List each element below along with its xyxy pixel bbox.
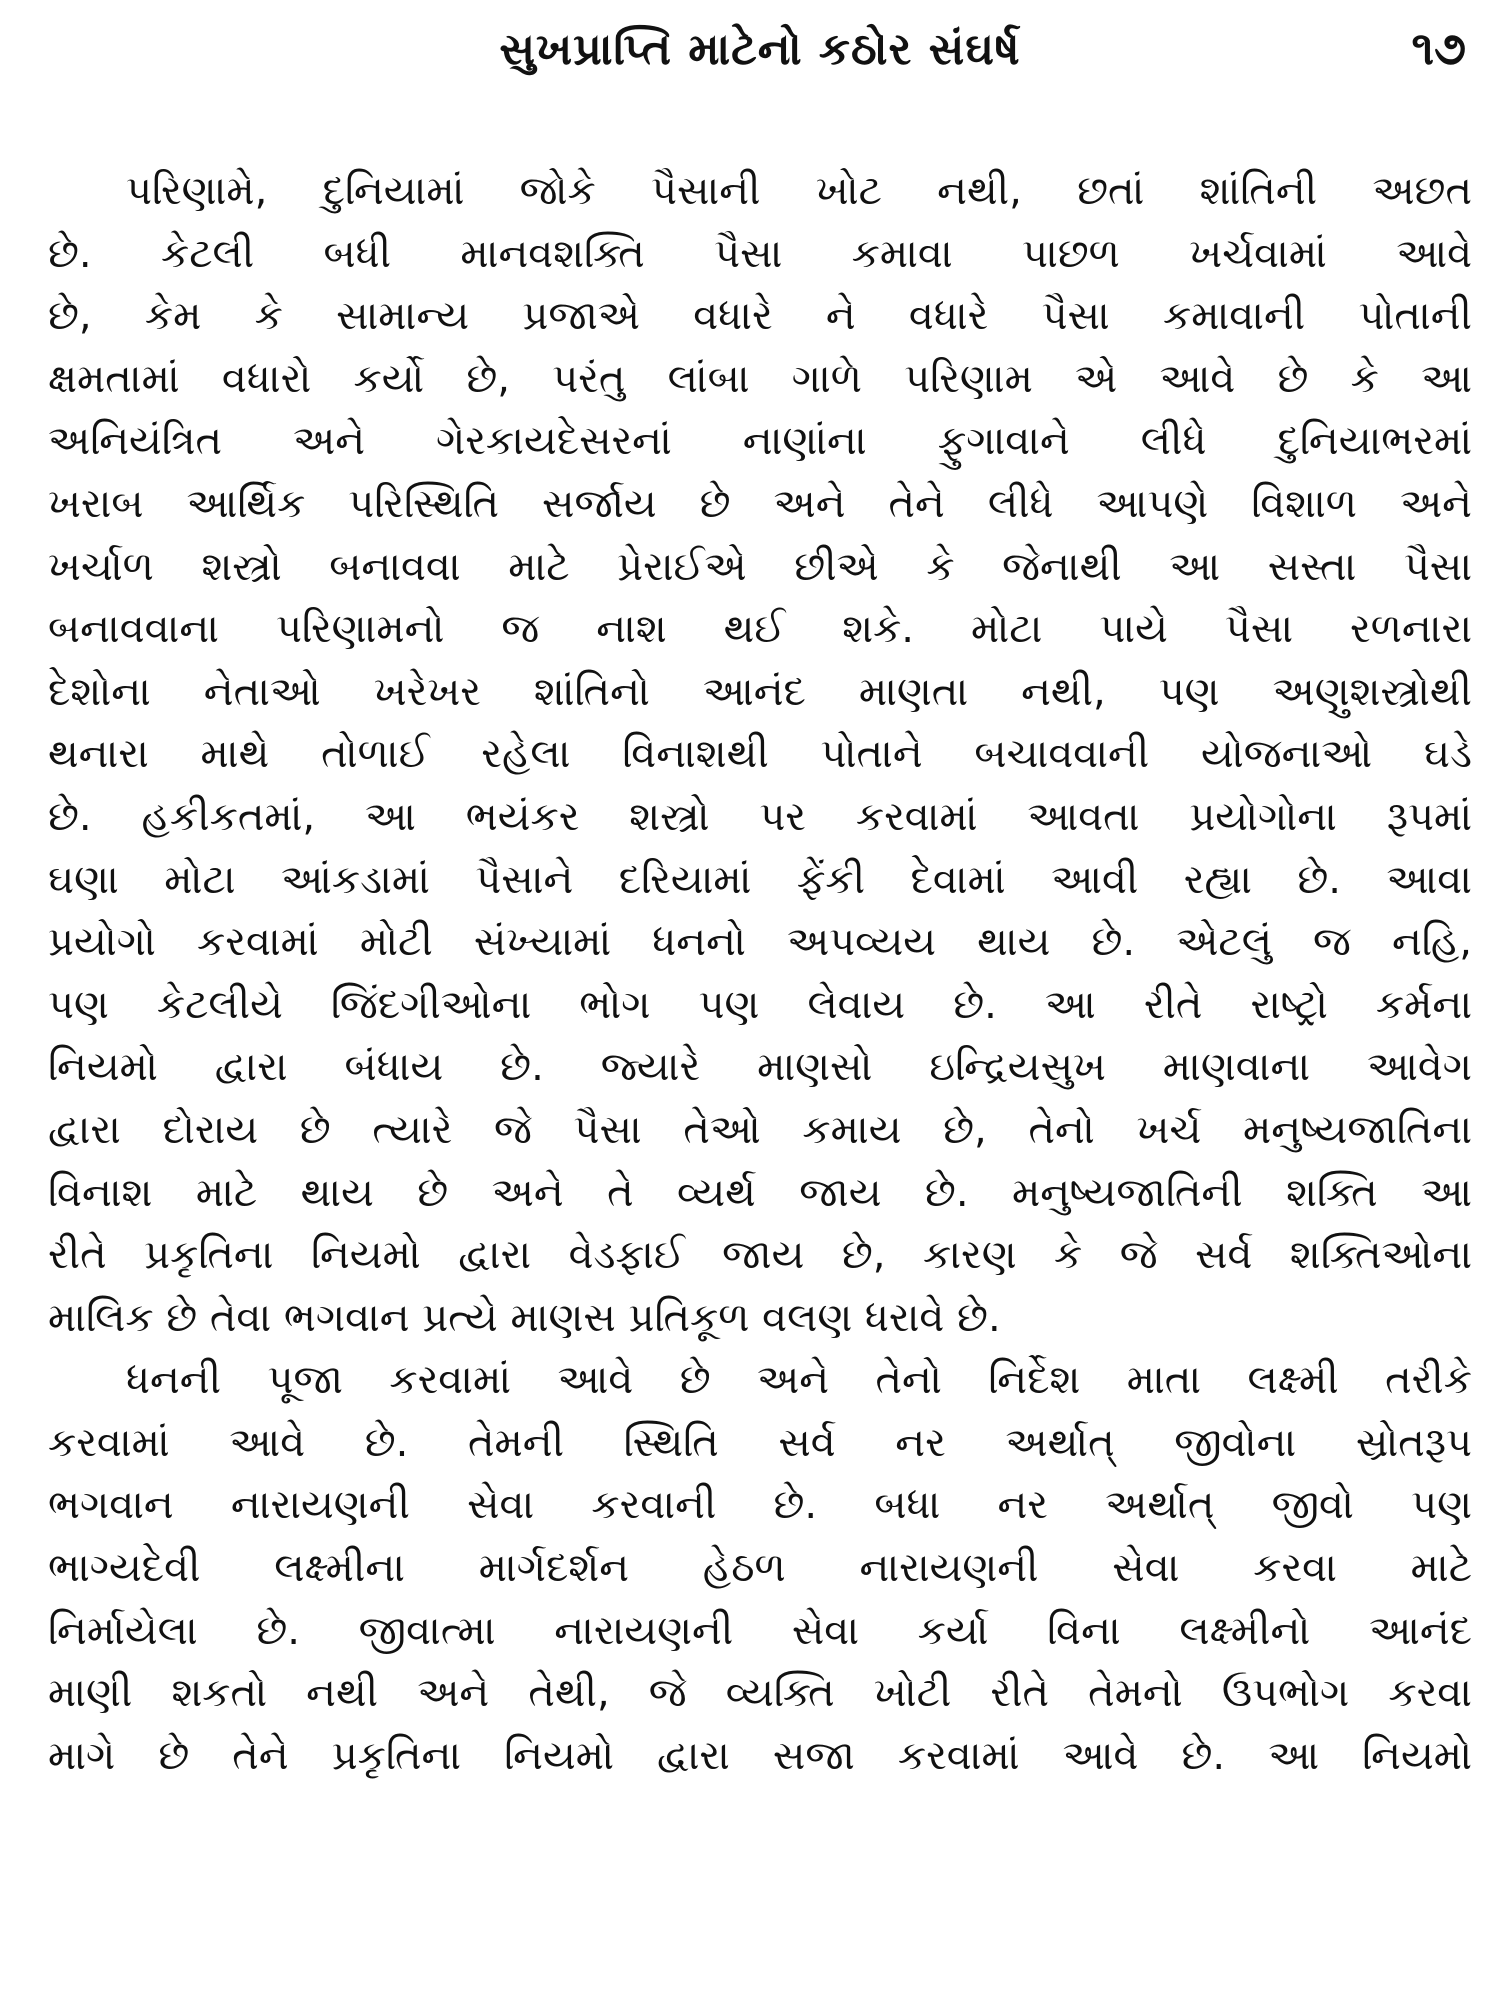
text-line: ઘણા મોટા આંકડામાં પૈસાને દરિયામાં ફેંકી દેવામાં આવી રહ્યા છે. આવા <box>48 856 1472 903</box>
chapter-title: સુખપ્રાપ્તિ માટેનો કઠોર સંઘર્ષ <box>499 24 1021 75</box>
text-line: ભગવાન નારાયણની સેવા કરવાની છે. બધા નર અર્થાત્ જીવો પણ <box>48 1482 1472 1529</box>
text-line: માગે છે તેને પ્રકૃતિના નિયમો દ્વારા સજા કરવામાં આવે છે. આ નિયમો <box>48 1732 1472 1779</box>
text-line: થનારા માથે તોળાઈ રહેલા વિનાશથી પોતાને બચાવવાની યોજનાઓ ઘડે <box>48 731 1472 778</box>
text-line: માણી શકતો નથી અને તેથી, જે વ્યક્તિ ખોટી રીતે તેમનો ઉપભોગ કરવા <box>48 1670 1472 1717</box>
text-line: ભાગ્યદેવી લક્ષ્મીના માર્ગદર્શન હેઠળ નારાયણની સેવા કરવા માટે <box>48 1545 1472 1592</box>
text-line: છે. હકીકતમાં, આ ભયંકર શસ્ત્રો પર કરવામાં આવતા પ્રયોગોના રૂપમાં <box>48 793 1472 840</box>
text-line: છે. કેટલી બધી માનવશક્તિ પૈસા કમાવા પાછળ ખર્ચવામાં આવે <box>48 230 1472 277</box>
text-line: ધનની પૂજા કરવામાં આવે છે અને તેનો નિર્દેશ માતા લક્ષ્મી તરીકે <box>126 1357 1472 1404</box>
text-line: રીતે પ્રકૃતિના નિયમો દ્વારા વેડફાઈ જાય છે, કારણ કે જે સર્વ શક્તિઓના <box>48 1232 1472 1279</box>
running-header <box>48 0 1472 90</box>
text-line: બનાવવાના પરિણામનો જ નાશ થઈ શકે. મોટા પાયે પૈસા રળનારા <box>48 606 1472 653</box>
text-line: દ્વારા દોરાય છે ત્યારે જે પૈસા તેઓ કમાય છે, તેનો ખર્ચ મનુષ્યજાતિના <box>48 1106 1472 1153</box>
text-line: નિયમો દ્વારા બંધાય છે. જ્યારે માણસો ઇન્દ્રિયસુખ માણવાના આવેગ <box>48 1044 1472 1091</box>
text-line: છે, કેમ કે સામાન્ય પ્રજાએ વધારે ને વધારે પૈસા કમાવાની પોતાની <box>48 293 1472 340</box>
text-line: અનિયંત્રિત અને ગેરકાયદેસરનાં નાણાંના ફુગાવાને લીધે દુનિયાભરમાં <box>48 418 1472 465</box>
text-line: વિનાશ માટે થાય છે અને તે વ્યર્થ જાય છે. મનુષ્યજાતિની શક્તિ આ <box>48 1169 1472 1216</box>
body-text <box>48 160 1472 1787</box>
text-line: પણ કેટલીયે જિંદગીઓના ભોગ પણ લેવાય છે. આ રીતે રાષ્ટ્રો કર્મના <box>48 981 1472 1028</box>
text-line: નિર્માયેલા છે. જીવાત્મા નારાયણની સેવા કર્યા વિના લક્ષ્મીનો આનંદ <box>48 1607 1472 1654</box>
text-line: પરિણામે, દુનિયામાં જોકે પૈસાની ખોટ નથી, છતાં શાંતિની અછત <box>126 168 1472 214</box>
text-line: દેશોના નેતાઓ ખરેખર શાંતિનો આનંદ માણતા નથી, પણ અણુશસ્ત્રોથી <box>48 668 1472 715</box>
text-line: પ્રયોગો કરવામાં મોટી સંખ્યામાં ધનનો અપવ્યય થાય છે. એટલું જ નહિ, <box>48 919 1472 966</box>
text-line: ખરાબ આર્થિક પરિસ્થિતિ સર્જાય છે અને તેને લીધે આપણે વિશાળ અને <box>48 480 1472 527</box>
text-line: ખર્ચાળ શસ્ત્રો બનાવવા માટે પ્રેરાઈએ છીએ કે જેનાથી આ સસ્તા પૈસા <box>48 543 1472 590</box>
page-number: ૧૭ <box>1411 21 1466 75</box>
text-line: કરવામાં આવે છે. તેમની સ્થિતિ સર્વ નર અર્થાત્ જીવોના સ્રોતરૂપ <box>48 1419 1472 1466</box>
text-line: ક્ષમતામાં વધારો કર્યો છે, પરંતુ લાંબા ગાળે પરિણામ એ આવે છે કે આ <box>48 355 1472 402</box>
paragraph-1 <box>48 160 1472 1349</box>
text-line: માલિક છે તેવા ભગવાન પ્રત્યે માણસ પ્રતિકૂળ વલણ ધરાવે છે. <box>48 1294 1001 1341</box>
paragraph-2 <box>48 1349 1472 1787</box>
